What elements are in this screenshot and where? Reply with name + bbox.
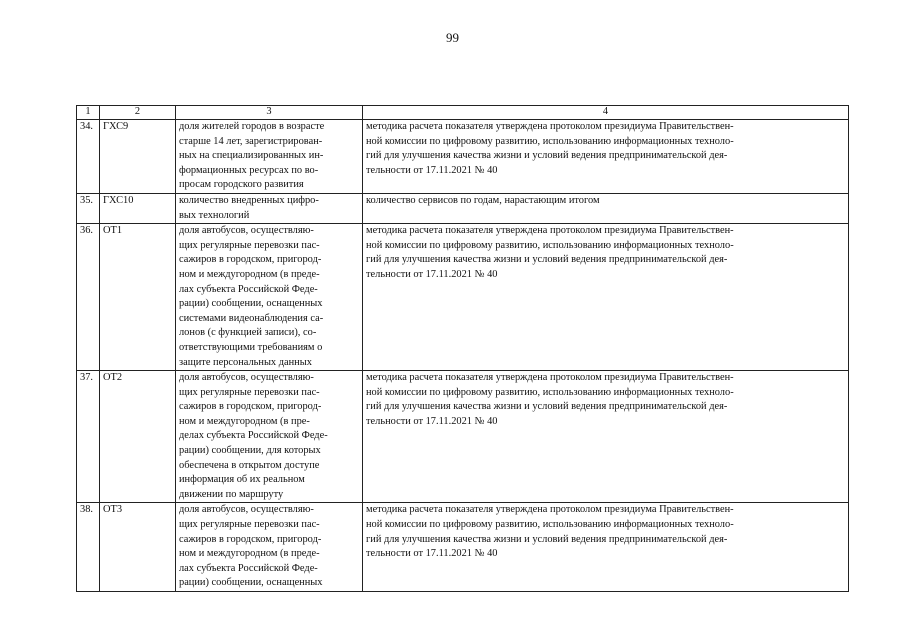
indicator-name-text: доля жителей городов в возрасте старше 14 лет, зарегистрирован- ных на специализированных ин- формационных ресурсах по во- просам городского развития bbox=[179, 121, 325, 191]
calculation-method-text: количество сервисов по годам, нарастающим итогом bbox=[366, 194, 600, 206]
indicator-name-text: доля автобусов, осуществляю- щих регулярные перевозки пас- сажиров в городском, пригород- ном и междугородном (в преде- лах субъекта Российской Феде- рации) сообщении, оснащенных системами видеонаблюдения са- лонов (с функцией записи), со- ответствующими требованиям о защите персональных данных bbox=[179, 225, 324, 368]
calculation-method-text: методика расчета показателя утверждена протоколом президиума Правительствен- ной комиссии по цифровому развитию, использованию информационных техноло- гий для улучшения качества жизни и условий ведения предпринимательской дея- тельности от 17.11.2021 № 40 bbox=[366, 121, 734, 176]
calculation-method bbox=[363, 371, 849, 503]
table-header-row bbox=[77, 106, 849, 120]
calculation-method-text: методика расчета показателя утверждена протоколом президиума Правительствен- ной комиссии по цифровому развитию, использованию информационных техноло- гий для улучшения качества жизни и условий ведения предпринимательской дея- тельности от 17.11.2021 № 40 bbox=[366, 504, 734, 560]
indicator-code: ОТ1 bbox=[100, 224, 176, 371]
calculation-method bbox=[363, 120, 849, 194]
indicator-name-text: доля автобусов, осуществляю- щих регулярные перевозки пас- сажиров в городском, пригород- ном и междугородном (в преде- лах субъекта Российской Феде- рации) сообщении, оснащенных bbox=[179, 504, 323, 589]
calculation-method-text: методика расчета показателя утверждена протоколом президиума Правительствен- ной комиссии по цифровому развитию, использованию информационных техноло- гий для улучшения качества жизни и условий ведения предпринимательской дея- тельности от 17.11.2021 № 40 bbox=[366, 372, 734, 427]
calculation-method-text: методика расчета показателя утверждена протоколом президиума Правительствен- ной комиссии по цифровому развитию, использованию информационных техноло- гий для улучшения качества жизни и условий ведения предпринимательской дея- тельности от 17.11.2021 № 40 bbox=[366, 225, 734, 280]
column-header-2: 2 bbox=[100, 106, 176, 120]
indicator-name-text: доля автобусов, осуществляю- щих регулярные перевозки пас- сажиров в городском, пригород- ном и междугородном (в пре- делах субъекта Российской Феде- рации) сообщении, для которых обеспечена в открытом доступе информация об их реальном движении по маршруту bbox=[179, 372, 328, 500]
row-number: 34. bbox=[77, 120, 100, 194]
page-number: 99 bbox=[446, 30, 459, 45]
table-row bbox=[77, 224, 849, 371]
indicator-name bbox=[176, 193, 363, 223]
row-number: 38. bbox=[77, 503, 100, 592]
table-row bbox=[77, 503, 849, 592]
table-row bbox=[77, 371, 849, 503]
indicator-code: ОТ3 bbox=[100, 503, 176, 592]
table-row bbox=[77, 120, 849, 194]
table-row bbox=[77, 193, 849, 223]
indicator-code: ГХС10 bbox=[100, 193, 176, 223]
row-number: 35. bbox=[77, 193, 100, 223]
indicators-table bbox=[76, 105, 849, 592]
row-number: 36. bbox=[77, 224, 100, 371]
column-header-1: 1 bbox=[77, 106, 100, 120]
indicator-name bbox=[176, 120, 363, 194]
indicator-name bbox=[176, 224, 363, 371]
indicator-code: ОТ2 bbox=[100, 371, 176, 503]
row-number: 37. bbox=[77, 371, 100, 503]
indicator-name bbox=[176, 503, 363, 592]
calculation-method bbox=[363, 193, 849, 223]
indicator-name bbox=[176, 371, 363, 503]
calculation-method bbox=[363, 503, 849, 592]
column-header-4: 4 bbox=[363, 106, 849, 120]
indicator-code: ГХС9 bbox=[100, 120, 176, 194]
indicator-name-text: количество внедренных цифро- вых технологий bbox=[179, 194, 319, 221]
column-header-3: 3 bbox=[176, 106, 363, 120]
calculation-method bbox=[363, 224, 849, 371]
